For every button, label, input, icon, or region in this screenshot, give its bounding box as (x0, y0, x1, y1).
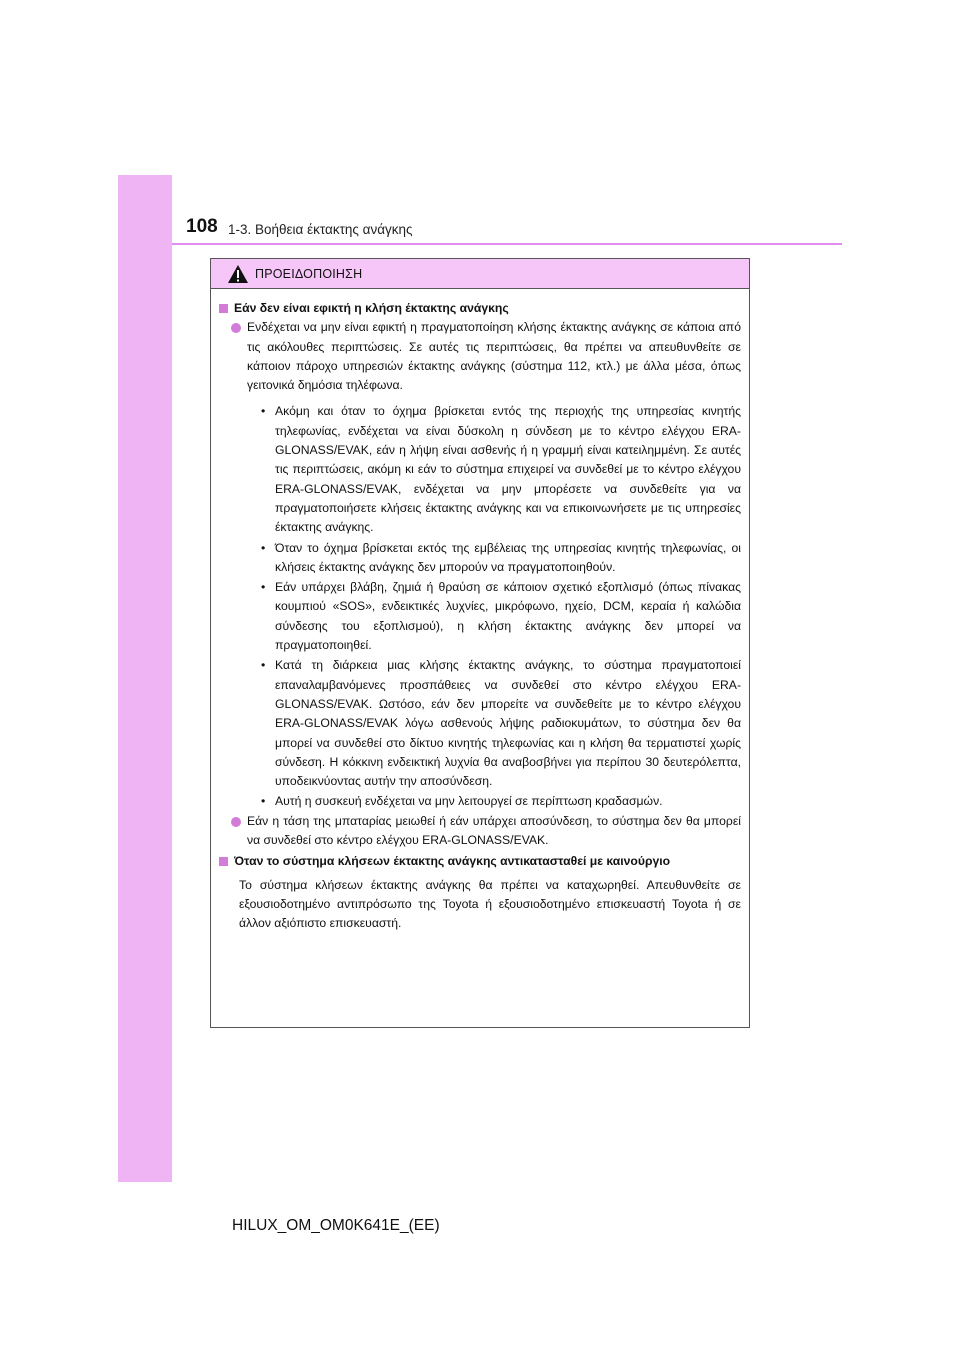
warning-content (211, 289, 749, 934)
item-text: Εάν η τάση της μπαταρίας μειωθεί ή εάν υπάρχει αποσύνδεση, το σύστημα δεν θα μπορεί να συνδεθεί στο κέντρο ελέγχου ERA-GLONASS/EVAK. (247, 813, 741, 848)
page-number: 108 (186, 216, 218, 237)
item-text: Ενδέχεται να μην είναι εφικτή η πραγματοποίηση κλήσης έκτακτης ανάγκης σε κάποια από τις ακόλουθες περιπτώσεις. Σε αυτές τις περιπτώσεις, θα πρέπει να απευθυνθείτε σε κάποιον πάροχο υπηρεσιών έκτακτης ανάγκης (σύστημα 112, κτλ.) με άλλα μέσα, όπως γειτονικά δημόσια τηλέφωνα. (247, 320, 741, 393)
small-bullet-icon: • (261, 658, 266, 673)
warning-label: ΠΡΟΕΙΔΟΠΟΙΗΣΗ (255, 266, 363, 281)
section-title: 1-3. Βοήθεια έκτακτης ανάγκης (228, 222, 413, 237)
small-bullet-icon: • (261, 794, 266, 809)
header-rule (172, 243, 842, 245)
small-bullet-icon: • (261, 404, 266, 419)
sub-list-item (219, 792, 741, 811)
square-bullet-icon (219, 304, 228, 313)
section-heading (219, 852, 741, 871)
heading-text: Εάν δεν είναι εφικτή η κλήση έκτακτης ανάγκης (234, 301, 509, 315)
sub-item-text: Κατά τη διάρκεια μιας κλήσης έκτακτης ανάγκης, το σύστημα πραγματοποιεί επαναλαμβανόμενες προσπάθειες να συνδεθεί στο κέντρο ελέγχου ERA-GLONASS/EVAK. Ωστόσο, εάν δεν μπορείτε να συνδεθείτε με το κέντρο ελέγχου ERA-GLONASS/EVAK λόγω ασθενούς λήψης ραδιοκυμάτων, το σύστημα δεν θα μπορεί να συνδεθεί στο δίκτυο κινητής τηλεφωνίας και η κλήση θα τερματιστεί χωρίς σύνδεση. Η κόκκινη ενδεικτική λυχνία θα αναβοσβήνει για περίπου 30 δευτερόλεπτα, υποδεικνύοντας αυτήν την αποσύνδεση. (275, 658, 741, 789)
sub-list-item (219, 656, 741, 791)
small-bullet-icon: • (261, 580, 266, 595)
sub-item-text: Εάν υπάρχει βλάβη, ζημιά ή θραύση σε κάποιον σχετικό εξοπλισμό (όπως πίνακας κουμπιού «SOS», ενδεικτικές λυχνίες, μικρόφωνο, ηχείο, DCM, κεραία ή καλώδια σύνδεσης του εξοπλισμού), η κλήση έκτακτης ανάγκης δεν μπορεί να πραγματοποιηθεί. (275, 580, 741, 653)
square-bullet-icon (219, 857, 228, 866)
sub-item-text: Όταν το όχημα βρίσκεται εκτός της εμβέλειας της υπηρεσίας κινητής τηλεφωνίας, οι κλήσεις έκτακτης ανάγκης δεν μπορούν να πραγματοποιηθούν. (275, 540, 741, 574)
list-item (219, 812, 741, 851)
sub-item-text: Ακόμη και όταν το όχημα βρίσκεται εντός της περιοχής της υπηρεσίας κινητής τηλεφωνίας, ενδέχεται να είναι δύσκολη η σύνδεση με το κέντρο ελέγχου ERA-GLONASS/EVAK, εάν η λήψη είναι ασθενής ή η γραμμή είναι κατειλημμένη. Σε αυτές τις περιπτώσεις, ακόμη κι εάν το σύστημα επιχειρεί να συνδεθεί με το κέντρο ελέγχου ERA-GLONASS/EVAK, ενδέχεται να μην μπορέσετε να συνδεθείτε για να πραγματοποιήσετε κλήσεις έκτακτης ανάγκης και να επικοινωνήσετε με τις υπηρεσίες έκτακτης ανάγκης. (275, 404, 741, 535)
warning-box (210, 258, 750, 1028)
round-bullet-icon (231, 323, 241, 333)
section-heading (219, 299, 741, 318)
paragraph: Το σύστημα κλήσεων έκτακτης ανάγκης θα πρέπει να καταχωρηθεί. Απευθυνθείτε σε εξουσιοδοτημένο αντιπρόσωπο της Toyota ή εξουσιοδοτημένο επισκευαστή Toyota ή σε άλλον αξιόπιστο επισκευαστή. (239, 877, 741, 931)
list-item (219, 318, 741, 395)
heading-text: Όταν το σύστημα κλήσεων έκτακτης ανάγκης αντικατασταθεί με καινούργιο (234, 854, 671, 869)
sub-list-item (219, 402, 741, 537)
document-id: HILUX_OM_OM0K641E_(EE) (232, 1217, 440, 1234)
round-bullet-icon (231, 817, 241, 827)
warning-triangle-icon (227, 264, 249, 284)
small-bullet-icon: • (261, 540, 266, 555)
warning-header (211, 259, 749, 289)
chapter-sidebar-tab (118, 175, 172, 1182)
sub-item-text: Αυτή η συσκευή ενδέχεται να μην λειτουργεί σε περίπτωση κραδασμών. (275, 794, 663, 809)
sub-list-item (219, 578, 741, 655)
sub-list-item (219, 539, 741, 578)
